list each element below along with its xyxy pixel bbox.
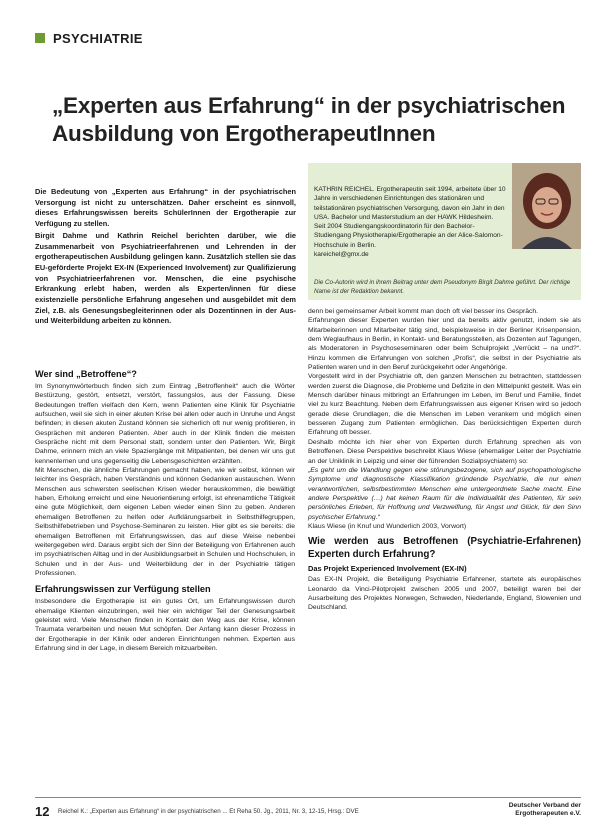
body-paragraph: Deshalb möchte ich hier eher von Experten durch Erfahrung sprechen als von Betroffenen. Diese Perspektive beschreibt Klaus Wiese (ehemaliger Leiter der Psychiatrie an der Uniklinik in Leipzig und einer der führenden Sozialpsychiatern) so: <box>308 438 581 465</box>
subsection-heading: Das Projekt Experienced Involvement (EX-IN) <box>308 564 467 574</box>
intro-paragraph: Birgit Dahme und Kathrin Reichel berichten darüber, wie die Zusammenarbeit von Psychiatrieerfahrenen und Lehrenden in der ergotherapeutischen Ausbildung gelingen kann. Zusätzlich stellen sie das EU-geförderte Projekt EX-IN (Experienced Involvement) zur Qualifizierung von Psychiatrieerfahrenen vor. Menschen, die eine psychische Erkrankung erlebt haben, werden als Experten/innen für diese existenzielle persönliche Erfahrung angesehen und ausgebildet mit dem Ziel, z.B. als Genesungsbegleiterinnen oder als Dozentinnen in der Aus- und Weiterbildung arbeiten zu können. <box>35 230 296 326</box>
left-column <box>35 363 295 653</box>
author-photo <box>512 163 581 249</box>
body-paragraph: denn bei gemeinsamer Arbeit kommt man doch oft viel besser ins Gespräch. <box>308 308 539 315</box>
body-paragraph: Das EX-IN Projekt, die Beteiligung Psychiatrie Erfahrener, startete als europäisches Leonardo da Vinci-Pilotprojekt zwischen 2005 und 2007, beteiligt waren bei der Ausarbeitung des Projektes Norwegen, Schweden, Niederlande, England, Slowenien und Deutschland. <box>308 576 581 612</box>
section-label: PSYCHIATRIE <box>53 30 143 46</box>
section-heading: Wer sind „Betroffene“? <box>35 369 137 379</box>
author-email[interactable]: kareichel@gmx.de <box>314 251 369 259</box>
right-column <box>308 307 581 613</box>
article-title: „Experten aus Erfahrung“ in der psychiatrischen Ausbildung von ErgotherapeutInnen <box>52 93 566 146</box>
section-heading: Wie werden aus Betroffenen (Psychiatrie-Erfahrenen) Experten durch Erfahrung? <box>308 536 581 560</box>
publisher-line: Deutscher Verband der <box>508 802 581 809</box>
body-paragraph: Insbesondere die Ergotherapie ist ein gutes Ort, um Erfahrungswissen durch ehemalige Klienten einzubringen, weil hier ein wichtiger Teil der Genesungsarbeit geleistet wird. Viele Menschen finden in Kontakt den Weg aus der Krise, können Traumata verarbeiten und neuen Mut schöpfen. Der Anfang kann dieser Prozess in der Ergotherapie in der Klinik oder anderen Einrichtungen nehmen. Experten aus Erfahrung sind in der Lage, in diesem Bereich mitzuarbeiten. <box>35 598 295 652</box>
body-paragraph: Im Synonymwörterbuch finden sich zum Eintrag „Betroffenheit“ auch die Wörter Bestürzung, gestört, entsetzt, verstört, fassungslos, aus der Fassung. Diese Bedeutungen treffen vielfach den Kern, wenn Patienten eine Klinik für Psychiatrie aufsuchen, weil sie sich in einer akuten Krise bei allen oder auch in Unruhe und Angst befinden; in diesen akuten Zustand können sie sicherlich oft nur wenig profitieren, in Gesprächen mit anderen Patienten. Aber auch in der Klinik finden die meisten Gespräche nicht mit dem Personal statt, sondern unter den Patienten. Wir, Birgit Dahme, erinnern mich an viele Spaziergänge mit Mitpatienten, bei denen wir uns gut kennenlernen und uns gegenseitig die Lebensgeschichten erzählten. <box>35 383 295 465</box>
intro-paragraph: Die Bedeutung von „Experten aus Erfahrung“ in der psychiatrischen Versorgung ist nicht zu unterschätzen. Daher erscheint es sinnvoll, dieses Erfahrungswissen bereits SchülerInnen der Ergotherapie zur Verfügung zu stellen. <box>35 187 296 229</box>
publisher-line: Ergotherapeuten e.V. <box>515 810 581 818</box>
block-quote: „Es geht um die Wandlung gegen eine störungsbezogene, sich auf psychopathologische Symptome und diagnostische Klassifikation gründende Psychiatrie, die nur einen verantwortlichen, selbstbestimmten Menschen eine untergeordnete Sache macht. Eine andere Perspektive (…) hat keinen Raum für die Individualität des Patienten, für sein persönliches Erleben, für Hoffnung und Verzweiflung, für Angst und Glück, für den Sinn psychischer Erfahrung.“ <box>308 466 581 521</box>
quote-source: Klaus Wiese (in Knuf und Wunderlich 2003, Vorwort) <box>308 522 467 530</box>
author-portrait-icon <box>512 163 581 249</box>
section-heading: Erfahrungswissen zur Verfügung stellen <box>35 584 211 595</box>
footer-citation: Reichel K.: „Experten aus Erfahrung“ in der psychiatrischen ... Et Reha 50. Jg., 2011, Nr. 3, 12-15, Hrsg.: DVE <box>58 808 359 815</box>
publisher-name <box>509 802 581 819</box>
body-paragraph: Mit Menschen, die ähnliche Erfahrungen gemacht haben, wie wir selbst, können wir leichter ins Gespräch, haben Verständnis und können Gedanken austauschen. Wenn Menschen aus schwersten seelischen Krisen wieder herauskommen, die bewältigt haben, Erholung erreicht und eine Neuorientierung erfolgt, ist ehrenamtliche Tätigkeit eine gute Möglichkeit, dem eigenen Leben wieder einen Sinn zu geben. Anderen ehemaligen Betroffenen zu helfen oder Aufklärungsarbeit in Selbsthilfegruppen, Selbsthilfebetrieben und Psychose-Seminaren zu leisten. Hier gibt es sie bereits: die ehemaligen Betroffenen mit Erfahrungswissen, das auf diese Weise nebenbei weitergegeben wird. Daraus ergibt sich der Sinn der Beteiligung von Erfahrenen auch im psychiatrischen Alltag und in der Ausbildungsarbeit in Schulen und Hochschulen, in Schulen und in der Aus- und Weiterbildung der in der Psychiatrie tätigen Professionen. <box>35 467 295 577</box>
author-note: Die Co-Autorin wird in ihrem Beitrag unter dem Pseudonym Birgit Dahme geführt. Der richtige Name ist der Redaktion bekannt. <box>314 279 571 295</box>
article-intro <box>35 187 296 328</box>
section-square-icon <box>35 33 45 43</box>
author-bio-text <box>314 185 506 259</box>
page-number: 12 <box>35 804 50 819</box>
author-bio-box <box>308 163 581 300</box>
body-paragraph: Erfahrungen dieser Experten wurden hier und da bereits aktiv genutzt, indem sie als Mitarbeiterinnen und Mitarbeiter tätig sind, beispielsweise in der Berliner Krisenpension, dem Weglaufhaus in Berlin, in Kontakt- und Beratungsstellen, als Dozenten auf Tagungen, als Moderatoren in Psychoseseminaren oder beim Schulprojekt „Verrückt – na und?“. Hinzu kommen die Erfahrungen von solchen „Profis“, die selbst in der Psychiatrie als Patienten waren und in den Beruf zurückgekehrt oder Angehörige. <box>308 317 581 372</box>
author-bio: KATHRIN REICHEL. Ergotherapeutin seit 1994, arbeitete über 10 Jahre in verschiedenen Einrichtungen des stationären und teilstationären psychiatrischen Versorgung, davon ein Jahr in den USA. Bachelor und Masterstudium an der HAWK Hildesheim. Seit 2004 Studiengangskoordinatorin für den Bachelor-Studiengang Physiotherapie/Ergotherapie an der Alice-Salomon-Hochschule in Berlin. <box>314 186 506 249</box>
body-paragraph: Vorgestellt wird in der Psychiatrie oft, den ganzen Menschen zu betrachten, stattdessen werden zuerst die Diagnose, die Probleme und Defizite in den Mittelpunkt gestellt. Was ein Mensch darüber hinaus mitbringt an Erfahrungen im Leben, im Beruf und Familie, findet viel zu kurz Beachtung. Neben dem Erfahrungswissen aus eigener Krisen wird so jedoch gerade diese Grundlagen, die die Menschen im Leben verankern und möglich einen besseren Zugang zum Patienten ermöglichen. Das berücksichtigen Experten durch Erfahrung oft besser. <box>308 373 581 437</box>
footer-divider <box>35 797 581 798</box>
section-header <box>35 30 143 46</box>
